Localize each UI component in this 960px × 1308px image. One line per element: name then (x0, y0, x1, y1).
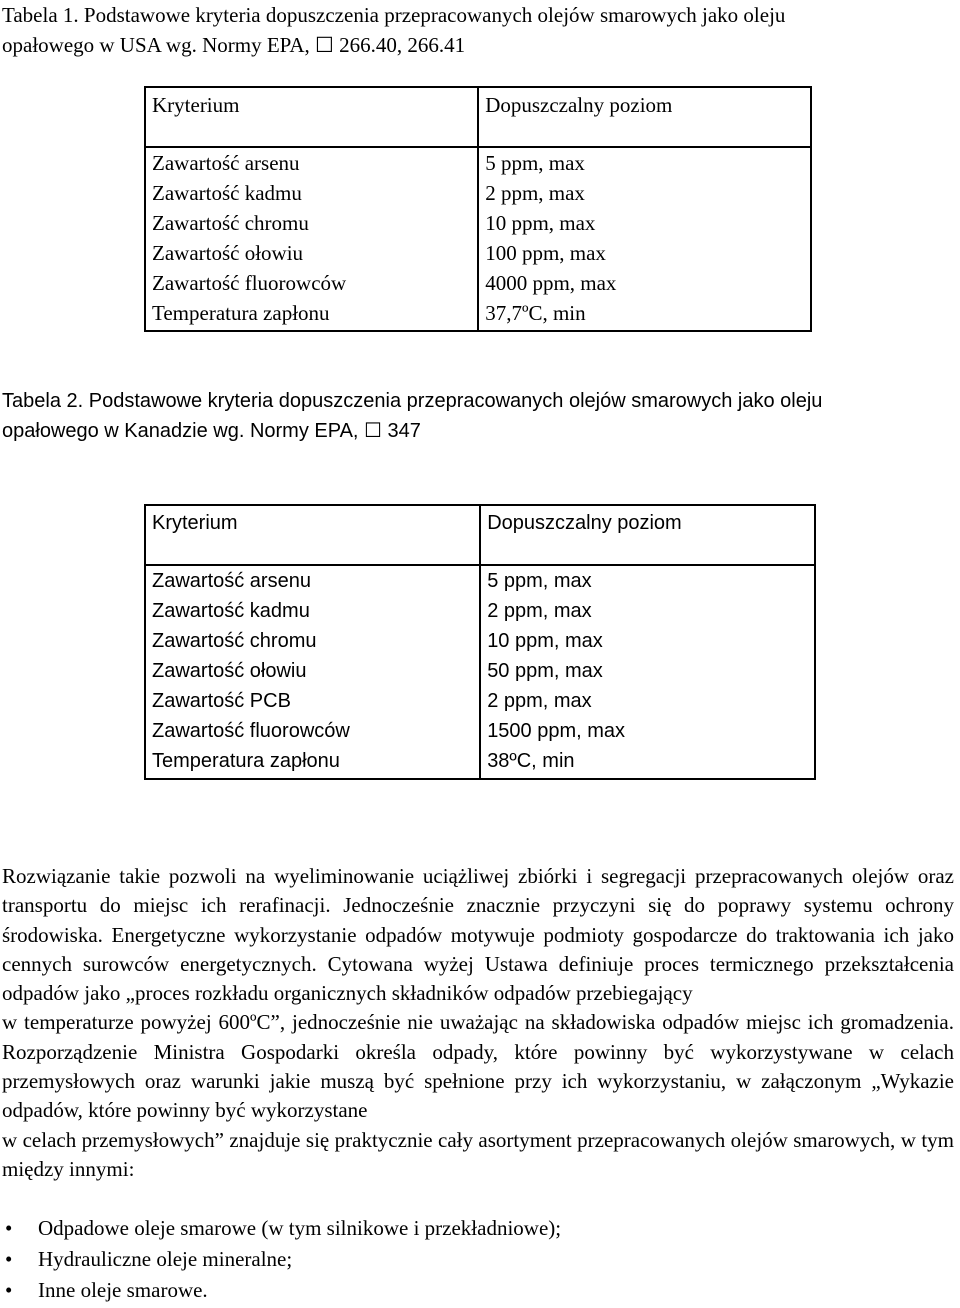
list-item-text: Hydrauliczne oleje mineralne; (38, 1247, 293, 1271)
table1-header-criterion: Kryterium (145, 87, 478, 147)
table2-header-row (145, 505, 815, 565)
table-row: Temperatura zapłonu (152, 301, 330, 325)
table1-criteria-cell (145, 147, 478, 331)
table-row: 2 ppm, max (487, 690, 592, 712)
bullet-list (2, 1213, 954, 1306)
table1-header-row (145, 87, 811, 147)
body-paragraph (2, 862, 954, 1184)
table1-body-row (145, 147, 811, 331)
table-row: 37,7ºC, min (485, 301, 586, 325)
table1-caption-line1: Tabela 1. Podstawowe kryteria dopuszczenia przepracowanych olejów smarowych jako oleju (2, 3, 786, 27)
table-row: Zawartość chromu (152, 211, 309, 235)
table-row: 10 ppm, max (487, 630, 603, 652)
table-row: 1500 ppm, max (487, 720, 626, 742)
bullet-marker: • (5, 1247, 13, 1271)
table-row: Zawartość chromu (152, 630, 317, 652)
table2-header-criterion: Kryterium (145, 505, 480, 565)
list-item-text: Inne oleje smarowe. (38, 1278, 208, 1302)
table2-body-row (145, 565, 815, 779)
list-item-text: Odpadowe oleje smarowe (w tym silnikowe i przekładniowe); (38, 1216, 562, 1240)
body-paragraph-part1: Rozwiązanie takie pozwoli na wyeliminowanie uciążliwej zbiórki i segregacji przepracowanych olejów oraz transportu do miejsc ich rerafinacji. Jednocześnie znacznie przyczyni się do poprawy systemu ochrony środowiska. Energetyczne wykorzystanie odpadów motywuje podmioty gospodarcze do traktowania ich jako cennych surowców energetycznych. Cytowana wyżej Ustawa definiuje proces termicznego przekształcenia odpadów jako „proces rozkładu organicznych składników odpadów przebiegający (2, 864, 954, 1006)
table-row: Zawartość kadmu (152, 600, 310, 622)
table-row: 38ºC, min (487, 750, 575, 772)
table1-caption (2, 0, 954, 60)
bullet-marker: • (5, 1216, 13, 1240)
table-row: Zawartość fluorowców (152, 720, 350, 742)
list-item (2, 1213, 954, 1244)
table-row: 4000 ppm, max (485, 271, 617, 295)
table2-caption-line2: opałowego w Kanadzie wg. Normy EPA, ☐ 347 (2, 420, 421, 442)
table2-caption (2, 386, 954, 446)
table-row: Zawartość ołowiu (152, 660, 307, 682)
table2-header-level: Dopuszczalny poziom (480, 505, 815, 565)
table-row: 10 ppm, max (485, 211, 596, 235)
table-row: 50 ppm, max (487, 660, 603, 682)
table1-caption-line2: opałowego w USA wg. Normy EPA, ☐ 266.40, 266.41 (2, 33, 466, 57)
table-row: 2 ppm, max (487, 600, 592, 622)
list-item (2, 1275, 954, 1306)
table-row: 5 ppm, max (485, 151, 585, 175)
table-row: Zawartość arsenu (152, 151, 300, 175)
table-row: Temperatura zapłonu (152, 750, 340, 772)
body-paragraph-part3: w celach przemysłowych” znajduje się praktycznie cały asortyment przepracowanych olejów smarowych, w tym między innymi: (2, 1127, 954, 1181)
table1-levels-cell (478, 147, 811, 331)
table-row: Zawartość kadmu (152, 181, 302, 205)
table-row: Zawartość arsenu (152, 570, 311, 592)
table-row: 100 ppm, max (485, 241, 606, 265)
table2-caption-line1: Tabela 2. Podstawowe kryteria dopuszczenia przepracowanych olejów smarowych jako oleju (2, 390, 823, 412)
table1-header-level: Dopuszczalny poziom (478, 87, 811, 147)
table2-levels-cell (480, 565, 815, 779)
table-row: Zawartość fluorowców (152, 271, 347, 295)
bullet-marker: • (5, 1278, 13, 1302)
table-row: Zawartość ołowiu (152, 241, 304, 265)
table-row: 5 ppm, max (487, 570, 592, 592)
table2-criteria-cell (145, 565, 480, 779)
table-row: Zawartość PCB (152, 690, 291, 712)
list-item (2, 1244, 954, 1275)
table2 (144, 504, 816, 780)
table-row: 2 ppm, max (485, 181, 585, 205)
table1 (144, 86, 812, 332)
body-paragraph-part2: w temperaturze powyżej 600ºC”, jednocześnie nie uważając na składowiska odpadów miejsc ich gromadzenia. Rozporządzenie Ministra Gospodarki określa odpady, które powinny być wykorzystywane w celach przemysłowych oraz warunki jakie muszą być spełnione przy ich wykorzystaniu, w załączonym „Wykazie odpadów, które powinny być wykorzystane (2, 1010, 954, 1123)
